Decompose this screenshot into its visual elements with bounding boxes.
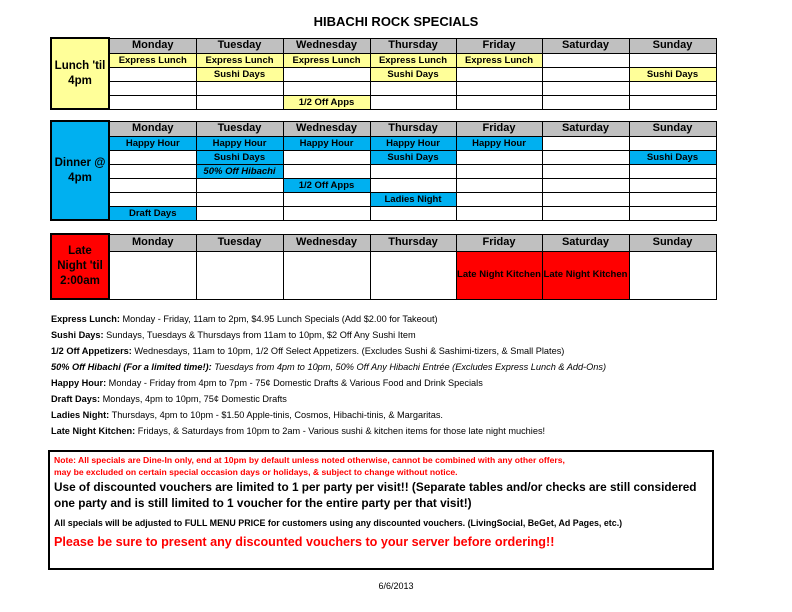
- day-header-tuesday: Tuesday: [196, 121, 283, 136]
- header-row: [51, 234, 716, 251]
- schedule-cell: [109, 95, 196, 109]
- schedule-cell: [629, 206, 716, 220]
- note-heading: Draft Days:: [51, 394, 101, 404]
- schedule-cell: Happy Hour: [109, 136, 196, 150]
- dinner-label: Dinner @ 4pm: [51, 121, 109, 220]
- schedule-cell: [196, 192, 283, 206]
- schedule-cell: [283, 206, 370, 220]
- schedule-cell: [542, 136, 629, 150]
- schedule-row: [51, 53, 716, 67]
- schedule-cell: [542, 178, 629, 192]
- schedule-cell: [283, 81, 370, 95]
- schedule-cell: [370, 81, 456, 95]
- schedule-cell: Express Lunch: [283, 53, 370, 67]
- schedule-cell: [629, 53, 716, 67]
- note-line: [51, 327, 771, 343]
- schedule-cell: [629, 251, 716, 299]
- day-header-saturday: Saturday: [542, 121, 629, 136]
- note-line: [51, 359, 771, 375]
- day-header-saturday: Saturday: [542, 234, 629, 251]
- schedule-cell: [283, 164, 370, 178]
- header-row: [51, 121, 716, 136]
- day-header-thursday: Thursday: [370, 38, 456, 53]
- day-header-sunday: Sunday: [629, 121, 716, 136]
- schedule-cell: [542, 53, 629, 67]
- schedule-cell: [542, 206, 629, 220]
- day-header-thursday: Thursday: [370, 234, 456, 251]
- day-header-sunday: Sunday: [629, 234, 716, 251]
- schedule-cell: [456, 206, 542, 220]
- schedule-cell: [109, 67, 196, 81]
- schedule-cell: [456, 67, 542, 81]
- day-header-monday: Monday: [109, 38, 196, 53]
- page-title: HIBACHI ROCK SPECIALS: [313, 14, 479, 29]
- voucher-limit-note: Use of discounted vouchers are limited to 1 per party per visit!! (Separate tables and/or checks are still considered one party and is still limited to 1 voucher for the entire party per that visit!): [54, 480, 697, 510]
- note-heading: Sushi Days:: [51, 330, 104, 340]
- schedule-cell: [542, 164, 629, 178]
- note-line: [51, 391, 771, 407]
- schedule-cell: [370, 251, 456, 299]
- schedule-cell: [629, 95, 716, 109]
- schedule-cell: [283, 251, 370, 299]
- note-body: Tuesdays from 4pm to 10pm, 50% Off Any Hibachi Entrée (Excludes Express Lunch & Add-Ons): [211, 362, 607, 372]
- present-voucher-note: Please be sure to present any discounted vouchers to your server before ordering!!: [54, 535, 555, 549]
- schedule-row: [51, 192, 716, 206]
- schedule-cell: [542, 81, 629, 95]
- schedule-cell: Sushi Days: [370, 67, 456, 81]
- note-body: Monday - Friday from 4pm to 7pm - 75¢ Domestic Drafts & Various Food and Drink Specials: [106, 378, 483, 388]
- schedule-row: [51, 81, 716, 95]
- schedule-cell: Late Night Kitchen: [542, 251, 629, 299]
- dine-in-note-line2: may be excluded on certain special occasion days or holidays, & subject to change without notice.: [54, 467, 458, 477]
- day-header-saturday: Saturday: [542, 38, 629, 53]
- schedule-cell: [629, 164, 716, 178]
- schedule-cell: [109, 150, 196, 164]
- note-heading: Ladies Night:: [51, 410, 110, 420]
- schedule-cell: [456, 150, 542, 164]
- schedule-cell: [370, 178, 456, 192]
- day-header-wednesday: Wednesday: [283, 38, 370, 53]
- full-price-note: All specials will be adjusted to FULL MENU PRICE for customers using any discounted vouchers. (LivingSocial, BeGet, Ad Pages, etc.): [54, 518, 623, 528]
- disclaimer-box: [48, 450, 714, 570]
- day-header-thursday: Thursday: [370, 121, 456, 136]
- note-body: Monday - Friday, 11am to 2pm, $4.95 Lunch Specials (Add $2.00 for Takeout): [119, 314, 438, 324]
- schedule-cell: [456, 192, 542, 206]
- schedule-cell: Sushi Days: [629, 150, 716, 164]
- day-header-monday: Monday: [109, 234, 196, 251]
- lunch-schedule-table: [50, 37, 717, 110]
- day-header-monday: Monday: [109, 121, 196, 136]
- schedule-cell: [456, 178, 542, 192]
- schedule-cell: [542, 192, 629, 206]
- dine-in-note: [54, 454, 708, 478]
- note-line: [51, 343, 771, 359]
- schedule-cell: [196, 251, 283, 299]
- schedule-cell: [629, 81, 716, 95]
- note-line: [51, 407, 771, 423]
- day-header-friday: Friday: [456, 234, 542, 251]
- note-body: Sundays, Tuesdays & Thursdays from 11am to 10pm, $2 Off Any Sushi Item: [103, 330, 416, 340]
- header-row: [51, 38, 716, 53]
- schedule-cell: [283, 192, 370, 206]
- note-body: Fridays, & Saturdays from 10pm to 2am - Various sushi & kitchen items for those late night muchies!: [135, 426, 546, 436]
- note-heading: Happy Hour:: [51, 378, 107, 388]
- schedule-cell: Draft Days: [109, 206, 196, 220]
- print-date: 6/6/2013: [378, 581, 414, 591]
- dinner-schedule-table: [50, 120, 717, 221]
- schedule-cell: Sushi Days: [370, 150, 456, 164]
- specials-notes: [51, 311, 771, 439]
- schedule-cell: [370, 95, 456, 109]
- schedule-cell: Sushi Days: [196, 67, 283, 81]
- schedule-cell: [456, 164, 542, 178]
- schedule-cell: [542, 95, 629, 109]
- day-header-wednesday: Wednesday: [283, 121, 370, 136]
- schedule-row: [51, 150, 716, 164]
- note-line: [51, 423, 771, 439]
- schedule-row: [51, 67, 716, 81]
- schedule-cell: Express Lunch: [196, 53, 283, 67]
- schedule-row: [51, 206, 716, 220]
- schedule-cell: [196, 95, 283, 109]
- note-line: [51, 311, 771, 327]
- day-header-sunday: Sunday: [629, 38, 716, 53]
- schedule-cell: Sushi Days: [629, 67, 716, 81]
- schedule-cell: Happy Hour: [456, 136, 542, 150]
- late-night-label: Late Night 'til 2:00am: [51, 234, 109, 299]
- schedule-cell: Express Lunch: [109, 53, 196, 67]
- note-heading: Express Lunch:: [51, 314, 120, 324]
- schedule-cell: [456, 95, 542, 109]
- schedule-cell: [456, 81, 542, 95]
- schedule-cell: Happy Hour: [196, 136, 283, 150]
- day-header-tuesday: Tuesday: [196, 38, 283, 53]
- schedule-cell: 50% Off Hibachi: [196, 164, 283, 178]
- schedule-cell: [629, 136, 716, 150]
- schedule-cell: Express Lunch: [456, 53, 542, 67]
- late-night-schedule-table: [50, 233, 717, 300]
- schedule-row: [51, 251, 716, 299]
- schedule-cell: [283, 67, 370, 81]
- dine-in-note-line1: Note: All specials are Dine-In only, end at 10pm by default unless noted otherwise, cannot be combined with any other offers,: [54, 455, 565, 465]
- note-body: Wednesdays, 11am to 10pm, 1/2 Off Select Appetizers. (Excludes Sushi & Sashimi-tizers, & Small Plates): [131, 346, 565, 356]
- schedule-row: [51, 95, 716, 109]
- schedule-cell: 1/2 Off Apps: [283, 178, 370, 192]
- schedule-cell: [542, 67, 629, 81]
- schedule-cell: [196, 206, 283, 220]
- schedule-cell: Happy Hour: [283, 136, 370, 150]
- note-body: Thursdays, 4pm to 10pm - $1.50 Apple-tinis, Cosmos, Hibachi-tinis, & Margaritas.: [109, 410, 443, 420]
- schedule-cell: Sushi Days: [196, 150, 283, 164]
- schedule-cell: [196, 81, 283, 95]
- schedule-cell: [196, 178, 283, 192]
- note-heading: Late Night Kitchen:: [51, 426, 136, 436]
- schedule-cell: Ladies Night: [370, 192, 456, 206]
- schedule-cell: Happy Hour: [370, 136, 456, 150]
- schedule-cell: [109, 81, 196, 95]
- day-header-tuesday: Tuesday: [196, 234, 283, 251]
- schedule-cell: Express Lunch: [370, 53, 456, 67]
- schedule-cell: [542, 150, 629, 164]
- schedule-cell: [283, 150, 370, 164]
- day-header-friday: Friday: [456, 121, 542, 136]
- note-line: [51, 375, 771, 391]
- schedule-cell: [629, 192, 716, 206]
- schedule-cell: Late Night Kitchen: [456, 251, 542, 299]
- schedule-cell: [370, 206, 456, 220]
- schedule-cell: 1/2 Off Apps: [283, 95, 370, 109]
- day-header-friday: Friday: [456, 38, 542, 53]
- schedule-cell: [370, 164, 456, 178]
- schedule-row: [51, 178, 716, 192]
- lunch-label: Lunch 'til 4pm: [51, 38, 109, 109]
- schedule-row: [51, 136, 716, 150]
- schedule-row: [51, 164, 716, 178]
- note-body: Mondays, 4pm to 10pm, 75¢ Domestic Drafts: [100, 394, 287, 404]
- schedule-cell: [629, 178, 716, 192]
- schedule-cell: [109, 178, 196, 192]
- schedule-cell: [109, 251, 196, 299]
- note-heading: 1/2 Off Appetizers:: [51, 346, 132, 356]
- schedule-cell: [109, 192, 196, 206]
- note-heading: 50% Off Hibachi (For a limited time!):: [51, 362, 212, 372]
- day-header-wednesday: Wednesday: [283, 234, 370, 251]
- schedule-cell: [109, 164, 196, 178]
